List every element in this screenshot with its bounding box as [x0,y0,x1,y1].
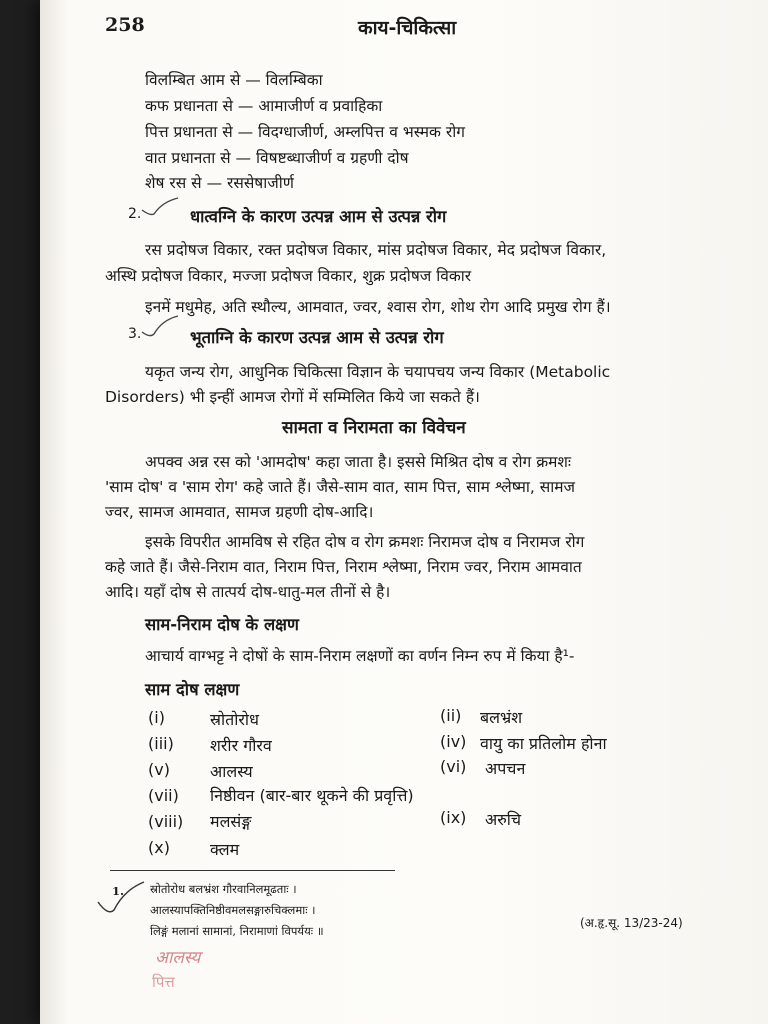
symptom-numeral: (vii) [148,786,179,805]
samata-p1-line2: 'साम दोष' व 'साम रोग' कहे जाते हैं। जैसे-साम वात, साम पित्त, साम श्लेष्मा, सामज [105,478,576,496]
symptom-numeral: (vi) [440,757,467,776]
footnote-verse-line2: आलस्यापक्तिनिष्ठीवमलसङ्गारुचिक्लमाः । [150,903,316,917]
lakshan-heading: साम-निराम दोष के लक्षण [145,615,299,634]
symptom-numeral: (x) [148,838,170,857]
symptom-text: अपचन [485,759,526,778]
samata-p2-line3: आदि। यहाँ दोष से तात्पर्य दोष-धातु-मल तीनों से है। [105,583,391,601]
intro-line-3: पित्त प्रधानता से — विदग्धाजीर्ण, अम्लपित्त व भस्मक रोग [145,123,465,141]
symptom-text: बलभ्रंश [480,708,523,727]
symptom-text: शरीर गौरव [210,736,272,755]
symptom-numeral: (i) [148,708,165,727]
page-number: 258 [105,14,145,36]
samata-heading: सामता व निरामता का विवेचन [282,418,466,438]
symptom-numeral: (iv) [440,732,467,751]
section-3-line2: Disorders) भी इन्हीं आमज रोगों में सम्मिलित किये जा सकते हैं। [105,388,480,406]
intro-line-5: शेष रस से — रससेषाजीर्ण [145,174,294,192]
section-2-heading: धात्वग्नि के कारण उत्पन्न आम से उत्पन्न रोग [190,207,447,226]
section-2-number: 2. [128,206,142,222]
samata-p1-line3: ज्वर, सामज आमवात, सामज ग्रहणी दोष-आदि। [105,503,374,521]
section-3-number: 3. [128,326,142,342]
samata-p1-line1: अपक्व अन्न रस को 'आमदोष' कहा जाता है। इससे मिश्रित दोष व रोग क्रमशः [145,453,572,471]
symptom-text: स्रोतोरोध [210,710,259,729]
symptom-numeral: (iii) [148,734,174,753]
footnote-verse-line3: लिङ्गं मलानां सामानां, निरामाणां विपर्ययः ॥ [150,924,324,938]
section-3-line1: यकृत जन्य रोग, आधुनिक चिकित्सा विज्ञान के चयापचय जन्य विकार (Metabolic [145,363,611,381]
intro-line-4: वात प्रधानता से — विषष्टब्धाजीर्ण व ग्रहणी दोष [145,149,409,167]
handwritten-note: आलस्य [155,948,201,968]
sama-dosha-subheading: साम दोष लक्षण [145,680,240,699]
section-2-para1-line2: अस्थि प्रदोषज विकार, मज्जा प्रदोषज विकार, शुक्र प्रदोषज विकार [105,267,472,285]
symptom-numeral: (ix) [440,808,467,827]
book-page [40,0,768,1024]
symptom-text: आलस्य [210,762,253,781]
footnote-divider [110,870,395,871]
samata-p2-line1: इसके विपरीत आमविष से रहित दोष व रोग क्रमशः निरामज दोष व निरामज रोग [145,533,585,551]
footnote-verse-line1: स्रोतोरोध बलभ्रंश गौरवानिलमूढताः । [150,882,297,896]
samata-p2-line2: कहे जाते हैं। जैसे-निराम वात, निराम पित्त, निराम श्लेष्मा, निराम ज्वर, निराम आमवात [105,558,582,576]
running-title: काय-चिकित्सा [358,17,457,39]
symptom-numeral: (viii) [148,812,184,831]
symptom-text: क्लम [210,840,240,859]
pencil-tick-icon [96,880,146,920]
handwritten-note: पित्त [152,973,175,991]
footnote-reference: (अ.हृ.सू. 13/23-24) [580,916,683,930]
symptom-text: अरुचि [485,810,522,829]
pencil-tick-icon [140,314,180,340]
section-2-para1-line1: रस प्रदोषज विकार, रक्त प्रदोषज विकार, मांस प्रदोषज विकार, मेद प्रदोषज विकार, [145,241,607,259]
symptom-numeral: (v) [148,760,170,779]
section-2-para2: इनमें मधुमेह, अति स्थौल्य, आमवात, ज्वर, श्वास रोग, शोथ रोग आदि प्रमुख रोग हैं। [145,298,611,316]
footnote-number: 1. [112,884,125,898]
symptom-text: वायु का प्रतिलोम होना [480,734,607,753]
pencil-tick-icon [140,196,180,220]
lakshan-intro: आचार्य वाग्भट्ट ने दोषों के साम-निराम लक्षणों का वर्णन निम्न रुप में किया है¹- [145,647,575,665]
section-3-heading: भूताग्नि के कारण उत्पन्न आम से उत्पन्न रोग [190,328,444,347]
intro-line-1: विलम्बित आम से — विलम्बिका [145,71,323,89]
symptom-text: मलसंङ्ग [210,812,252,831]
symptom-text: निष्ठीवन (बार-बार थूकने की प्रवृत्ति) [210,786,414,805]
intro-line-2: कफ प्रधानता से — आमाजीर्ण व प्रवाहिका [145,97,383,115]
symptom-numeral: (ii) [440,706,462,725]
